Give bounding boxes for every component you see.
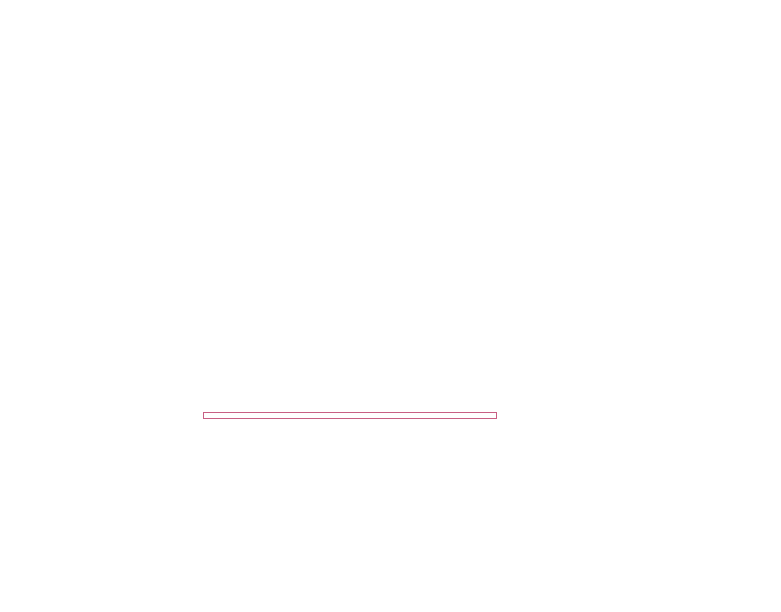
sea-level-chart: [0, 52, 522, 522]
sidebar-text: [524, 62, 780, 90]
chart-legend: [203, 412, 497, 419]
sea-level-chart-canvas: [0, 52, 522, 522]
